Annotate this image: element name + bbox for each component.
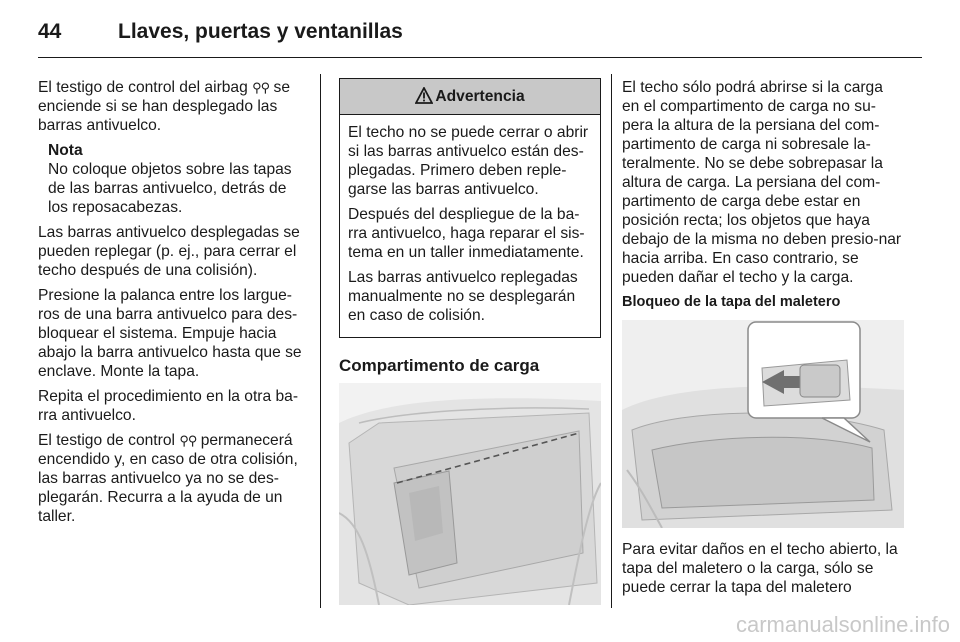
paragraph-indicator-stays: El testigo de control ⚲⚲ permanecerá encendido y, en caso de otra colisión, las barras antivuelco ya no se des-plegarán. Recurra a la ayuda de un taller. bbox=[38, 432, 298, 525]
column-2 bbox=[339, 78, 601, 605]
warning-paragraph-2: Después del despliegue de la ba-rra antivuelco, haga reparar el sis-tema en un taller inmediatamente. bbox=[348, 206, 585, 261]
section-heading-cargo: Compartimento de carga bbox=[339, 356, 540, 375]
watermark: carmanualsonline.info bbox=[735, 612, 950, 637]
cargo-compartment-illustration bbox=[339, 383, 601, 605]
warning-paragraph-3: Las barras antivuelco replegadas manualmente no se desplegarán en caso de colisión. bbox=[348, 269, 578, 324]
sub-heading-trunk-lock: Bloqueo de la tapa del maletero bbox=[622, 294, 841, 310]
column-divider-1 bbox=[320, 74, 321, 608]
paragraph-trunk-close: Para evitar daños en el techo abierto, la tapa del maletero o la carga, sólo se puede cerrar la tapa del maletero bbox=[622, 541, 898, 596]
chapter-title: Llaves, puertas y ventanillas bbox=[118, 20, 403, 43]
warning-box bbox=[339, 78, 601, 338]
paragraph-roof-cargo: El techo sólo podrá abrirse si la carga en el compartimento de carga no su-pera la altura de la persiana del com-partimento de carga ni sobresale la-teralmente. No se debe sobrepasar la altura de carga. La persiana del com-partimento de carga debe estar en posición recta; los objetos que haya debajo de la misma no deben presio-nar hacia arriba. En caso contrario, se pueden dañar el techo y la carga. bbox=[622, 79, 902, 286]
paragraph-procedure: Presione la palanca entre los largue-ros de una barra antivuelco para des-bloquear el sistema. Empuje hacia abajo la barra antivuelco hasta que se enclave. Monte la tapa. bbox=[38, 287, 302, 380]
column-1 bbox=[38, 78, 304, 532]
warning-header bbox=[340, 79, 600, 115]
note-block bbox=[48, 141, 304, 217]
warning-body bbox=[340, 115, 600, 337]
page-header bbox=[38, 18, 922, 58]
column-3 bbox=[622, 78, 904, 603]
warning-title: Advertencia bbox=[435, 88, 525, 105]
paragraph-repeat: Repita el procedimiento en la otra ba-rra antivuelco. bbox=[38, 388, 299, 424]
paragraph-retract: Las barras antivuelco desplegadas se pueden replegar (p. ej., para cerrar el techo después de una colisión). bbox=[38, 224, 300, 279]
trunk-lid-lock-illustration bbox=[622, 320, 904, 528]
warning-paragraph-1: El techo no se puede cerrar o abrir si las barras antivuelco están des-plegadas. Primero deben reple-garse las barras antivuelco. bbox=[348, 124, 589, 198]
note-text: No coloque objetos sobre las tapas de las barras antivuelco, detrás de los reposacabezas. bbox=[48, 161, 292, 216]
warning-triangle-icon bbox=[415, 87, 433, 104]
airbag-indicator-icon: ⚲⚲ bbox=[179, 433, 197, 448]
note-title: Nota bbox=[48, 142, 83, 159]
page-number: 44 bbox=[38, 20, 62, 43]
airbag-indicator-icon: ⚲⚲ bbox=[252, 80, 270, 95]
column-divider-2 bbox=[611, 74, 612, 608]
paragraph-airbag-indicator: El testigo de control del airbag ⚲⚲ se enciende si se han desplegado las barras antivuelco. bbox=[38, 79, 290, 134]
